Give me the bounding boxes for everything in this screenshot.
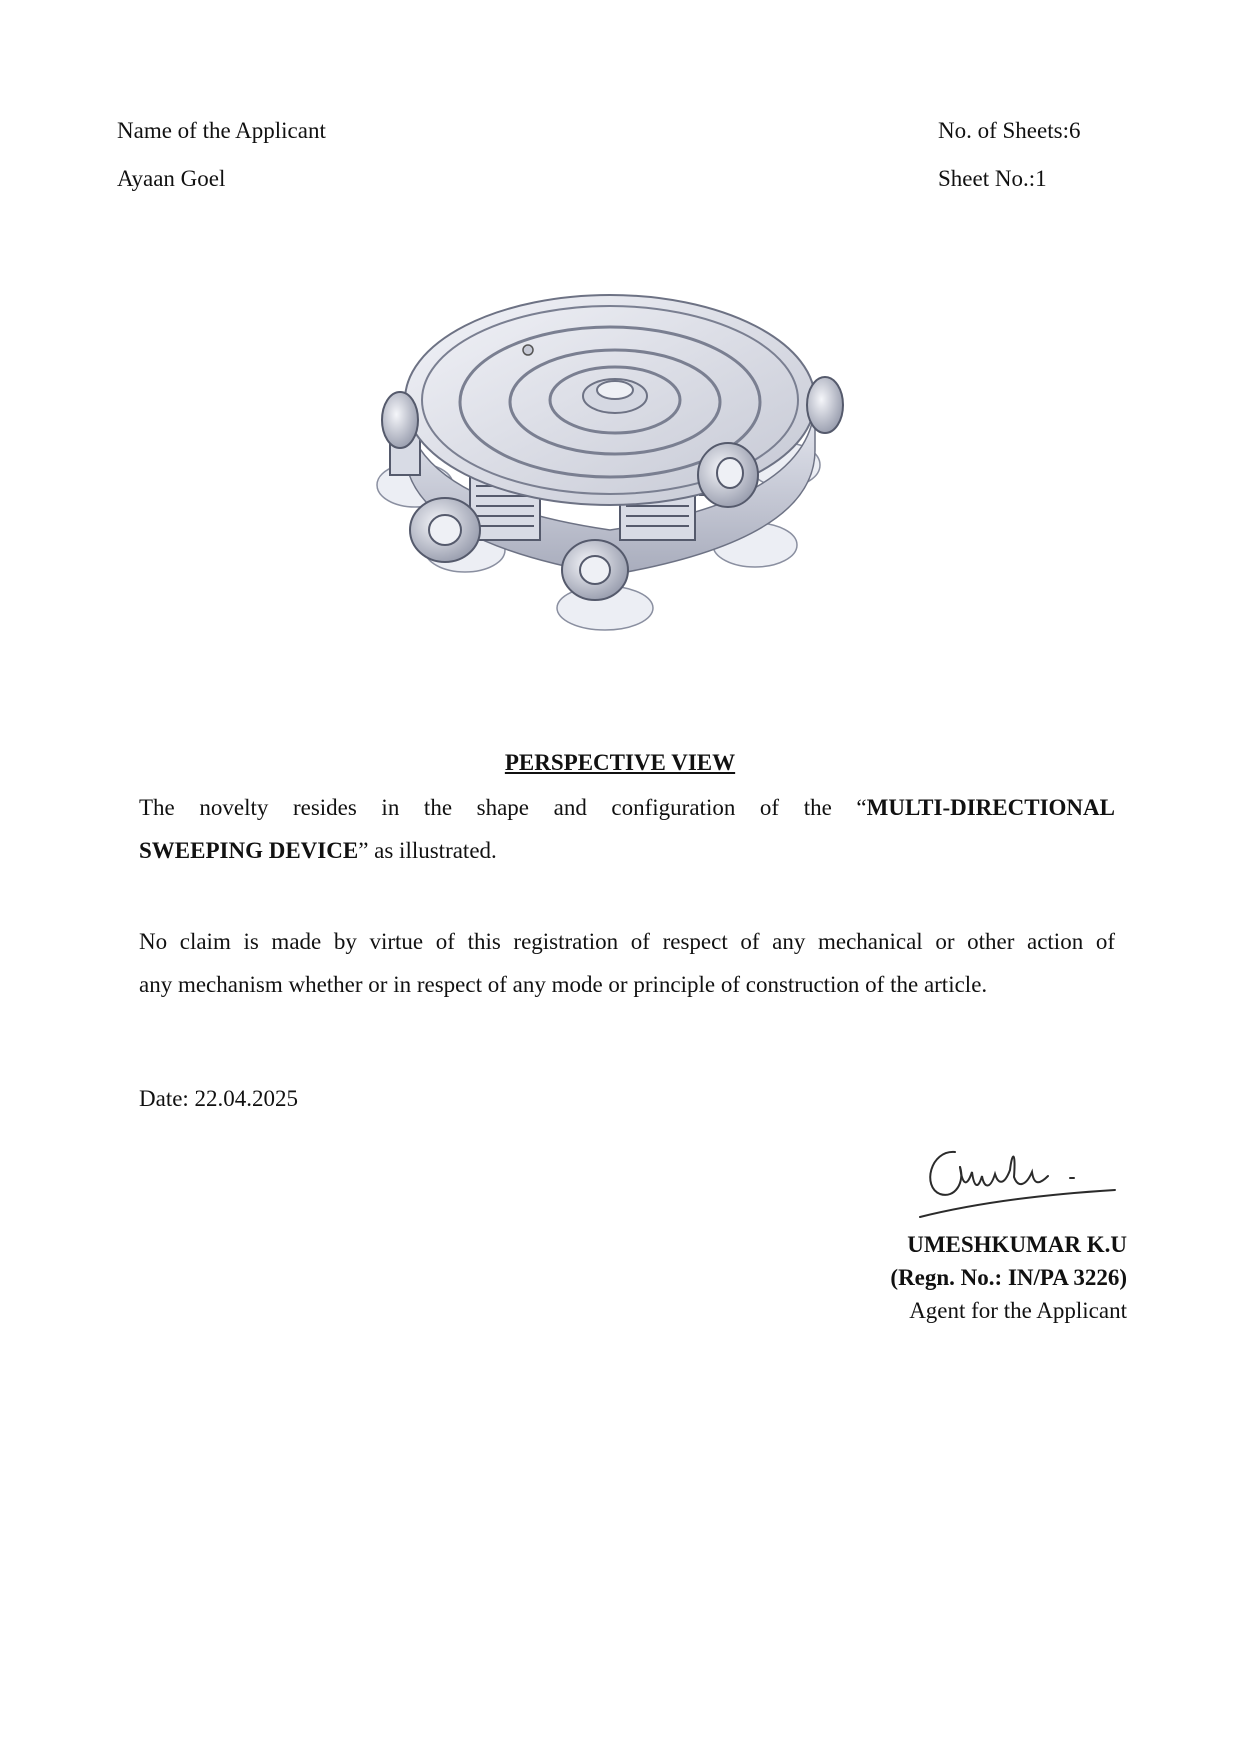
- novelty-prefix: The novelty resides in the shape and configuration of the “: [139, 795, 867, 820]
- sheets-count: No. of Sheets:6: [938, 118, 1081, 143]
- novelty-line-1: [139, 786, 1115, 829]
- claim-line-2: any mechanism whether or in respect of any mode or principle of construction of the article.: [139, 972, 988, 997]
- applicant-name: Ayaan Goel: [117, 166, 226, 191]
- sheet-number: Sheet No.:1: [938, 166, 1047, 191]
- view-title: PERSPECTIVE VIEW: [504, 750, 736, 775]
- device-name-line2: SWEEPING DEVICE: [139, 838, 359, 863]
- device-drawing-icon: [370, 290, 870, 650]
- agent-registration: (Regn. No.: IN/PA 3226): [890, 1265, 1127, 1290]
- device-name: MULTI-DIRECTIONAL: [866, 795, 1115, 820]
- novelty-suffix: ” as illustrated.: [358, 838, 497, 863]
- applicant-label: Name of the Applicant: [117, 118, 326, 143]
- agent-role: Agent for the Applicant: [909, 1298, 1127, 1323]
- novelty-line-2: [139, 829, 1115, 872]
- signature-icon: [900, 1132, 1130, 1227]
- agent-name: UMESHKUMAR K.U: [907, 1232, 1127, 1257]
- document-date: Date: 22.04.2025: [139, 1086, 299, 1111]
- signature-block: [890, 1228, 1127, 1327]
- claim-line-1: No claim is made by virtue of this registration of respect of any mechanical or other action of: [139, 929, 1115, 954]
